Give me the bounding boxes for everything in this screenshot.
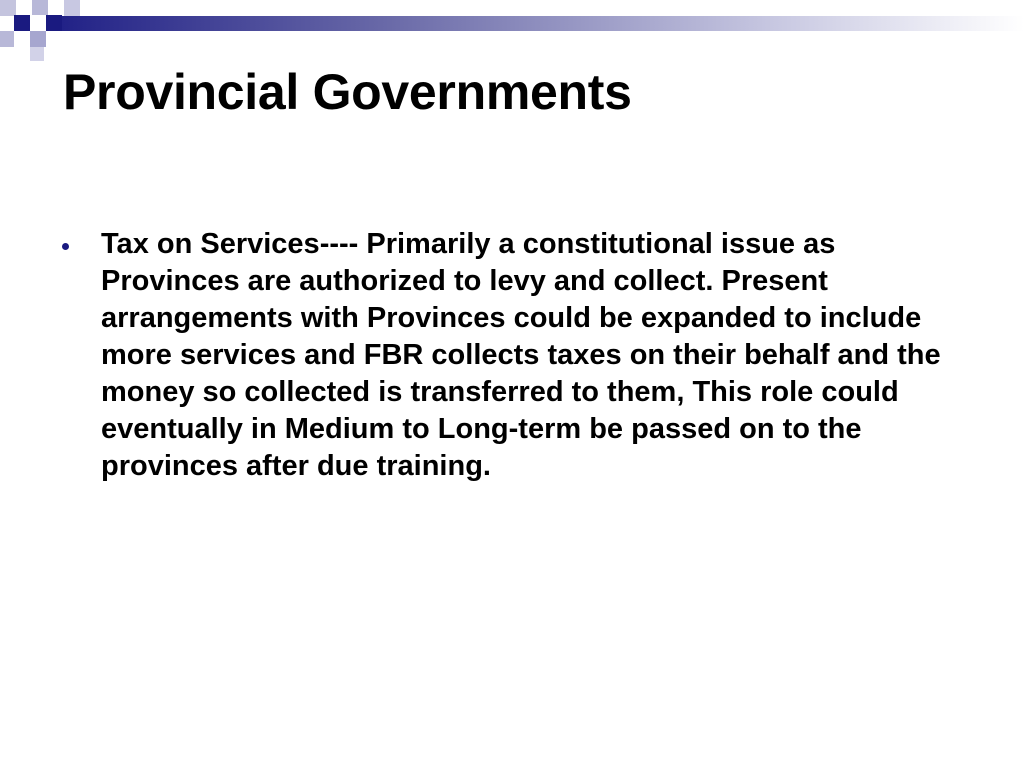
header-decoration [0, 0, 1024, 70]
bullet-item [60, 226, 990, 485]
decor-square [30, 31, 46, 47]
bullet-text: Tax on Services---- Primarily a constitutional issue as Provinces are authorized to levy and collect. Present arrangements with Provinces could be expanded to include more services and FBR collects taxes on their behalf and the money so collected is transferred to them, This role could eventually in Medium to Long-term be passed on to the provinces after due training. [101, 228, 941, 482]
decor-square [0, 0, 16, 16]
decor-square [46, 15, 62, 31]
decor-square [64, 0, 80, 16]
decor-square [48, 0, 64, 16]
decor-square [46, 31, 62, 47]
decor-square [32, 0, 48, 16]
decor-square [0, 31, 14, 47]
decor-square [30, 47, 44, 61]
bullet-dot-icon [62, 243, 69, 250]
decor-square [30, 15, 46, 31]
slide-body [60, 226, 990, 485]
decor-square [14, 15, 30, 31]
slide-title: Provincial Governments [63, 64, 632, 120]
gradient-band [48, 16, 1024, 31]
decor-square [16, 0, 32, 16]
